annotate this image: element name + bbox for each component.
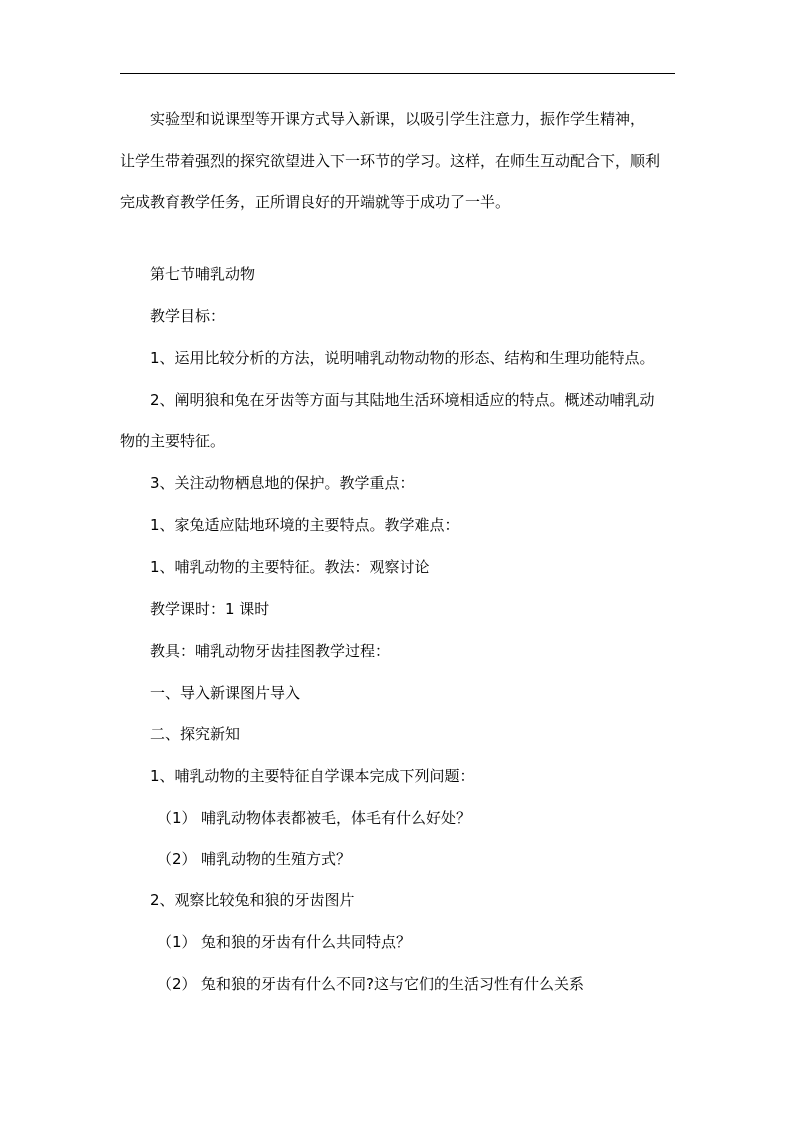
header-rule [120,73,675,74]
list-item [157,932,411,952]
class-hours: 教学课时：1 课时 [150,600,270,618]
list-item-text: 哺乳动物体表都被毛，体毛有什么好处？ [201,809,472,827]
list-item-text: 兔和狼的牙齿有什么共同特点？ [201,933,412,951]
list-item-number: （1） [157,809,197,827]
step-2: 二、探究新知 [150,725,241,743]
list-item-number: （2） [157,850,197,868]
list-item [157,849,351,869]
sub-item-1: 1、哺乳动物的主要特征自学课本完成下列问题： [150,767,475,785]
intro-line-3: 完成教育教学任务，正所谓良好的开端就等于成功了一半。 [120,193,511,211]
list-item-text: 哺乳动物的生殖方式？ [201,850,352,868]
section-title: 第七节哺乳动物 [150,265,256,283]
list-item-number: （2） [157,975,197,993]
objective-3: 3、关注动物栖息地的保护。教学重点： [150,474,415,492]
list-item [157,808,471,828]
sub-item-2: 2、观察比较兔和狼的牙齿图片 [150,891,355,909]
objective-1: 1、运用比较分析的方法，说明哺乳动物动物的形态、结构和生理功能特点。 [150,349,655,367]
list-item [157,974,584,994]
teaching-aids: 教具：哺乳动物牙齿挂图教学过程： [150,642,391,660]
intro-line-2: 让学生带着强烈的探究欲望进入下一环节的学习。这样，在师生互动配合下，顺利 [120,152,661,170]
list-item-text: 兔和狼的牙齿有什么不同?这与它们的生活习性有什么关系 [201,975,584,993]
objective-2-line-2: 物的主要特征。 [120,432,226,450]
objectives-heading: 教学目标： [150,307,226,325]
step-1: 一、导入新课图片导入 [150,684,301,702]
intro-line-1: 实验型和说课型等开课方式导入新课，以吸引学生注意力，振作学生精神， [150,110,646,128]
difficulty: 1、哺乳动物的主要特征。教法：观察讨论 [150,558,430,576]
key-point: 1、家兔适应陆地环境的主要特点。教学难点： [150,516,460,534]
list-item-number: （1） [157,933,197,951]
objective-2-line-1: 2、阐明狼和兔在牙齿等方面与其陆地生活环境相适应的特点。概述动哺乳动 [150,391,655,409]
